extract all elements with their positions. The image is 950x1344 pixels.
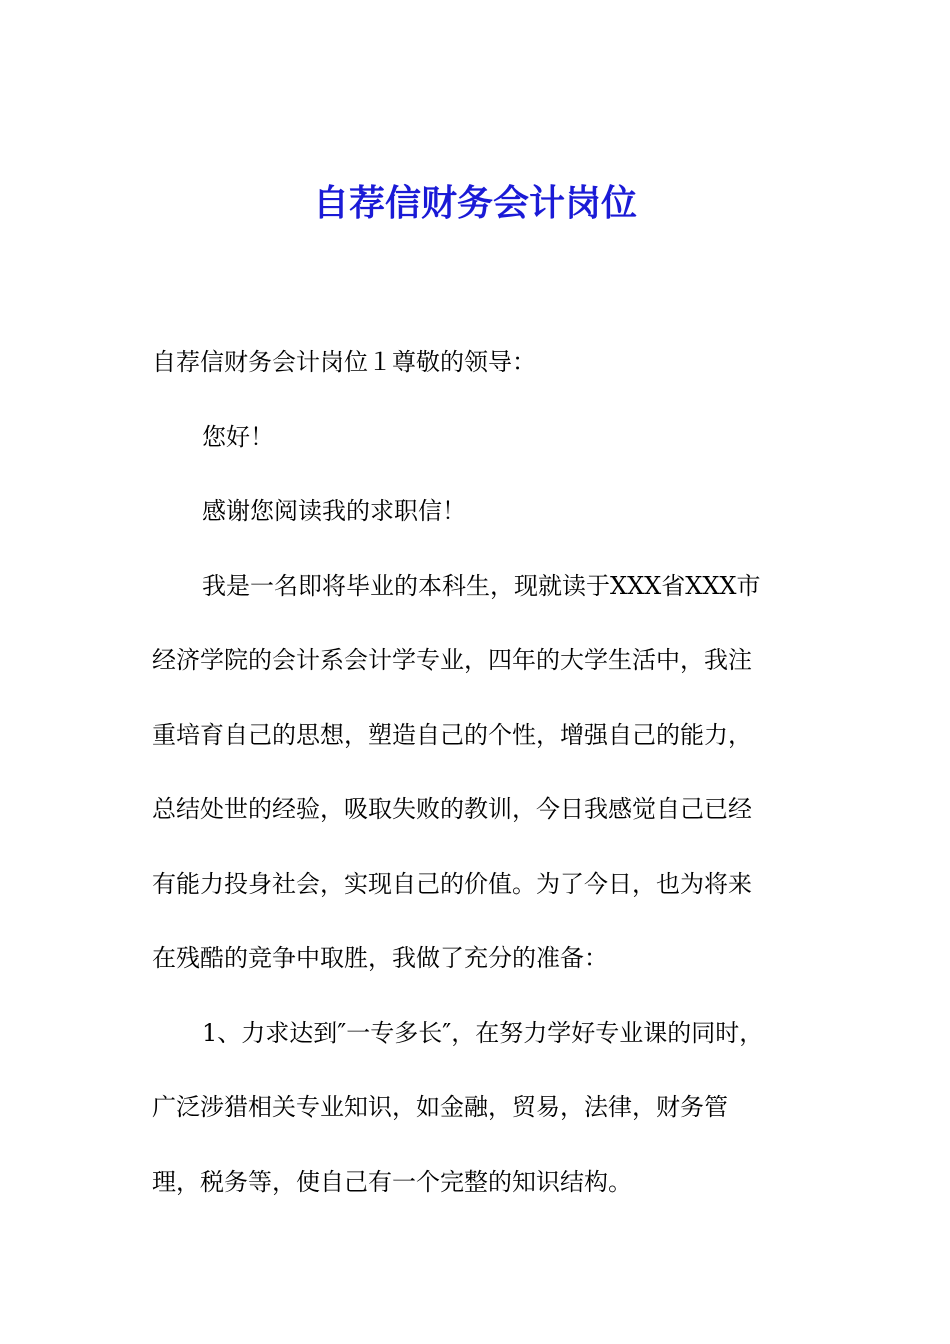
- paragraph-line: 我是一名即将毕业的本科生，现就读于XXX省XXX市: [202, 571, 761, 600]
- paragraph-line: 在残酷的竞争中取胜，我做了充分的准备：: [152, 944, 608, 972]
- paragraph-line: 重培育自己的思想，塑造自己的个性，增强自己的能力，: [152, 720, 752, 749]
- paragraph-line: 总结处世的经验，吸取失败的教训，今日我感觉自己已经: [152, 795, 752, 823]
- list-item-line: 广泛涉猎相关专业知识，如金融，贸易，法律，财务管: [152, 1093, 728, 1121]
- opening-line: 自荐信财务会计岗位１尊敬的领导：: [152, 348, 536, 376]
- list-item-line: 理，税务等，使自己有一个完整的知识结构。: [152, 1167, 632, 1196]
- paragraph-line: 经济学院的会计系会计学专业，四年的大学生活中，我注: [152, 646, 752, 674]
- greeting-line: 您好！: [202, 422, 274, 451]
- paragraph-line: 有能力投身社会，实现自己的价值。为了今日，也为将来: [152, 869, 752, 898]
- document-title: 自荐信财务会计岗位: [312, 182, 637, 224]
- list-item-line: 1、力求达到″一专多长″，在努力学好专业课的同时，: [202, 1018, 764, 1047]
- thanks-line: 感谢您阅读我的求职信！: [202, 497, 466, 525]
- letter-body: [152, 325, 797, 1219]
